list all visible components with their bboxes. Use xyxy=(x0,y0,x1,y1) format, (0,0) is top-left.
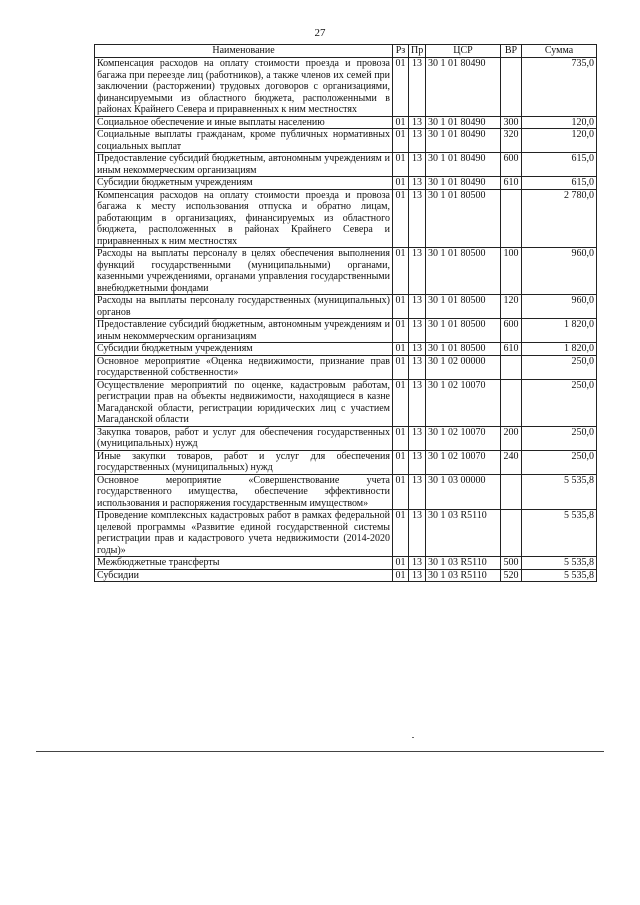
row-vr: 610 xyxy=(501,177,522,190)
row-sum: 120,0 xyxy=(522,116,597,129)
table-row xyxy=(95,248,597,295)
row-csr: 30 1 03 R5110 xyxy=(426,510,501,557)
row-pr: 13 xyxy=(409,177,426,190)
row-name: Расходы на выплаты персоналу государственных (муниципальных) органов xyxy=(95,295,393,319)
page-divider-line xyxy=(36,751,604,752)
row-sum: 1 820,0 xyxy=(522,319,597,343)
row-sum: 250,0 xyxy=(522,426,597,450)
row-rz: 01 xyxy=(393,58,409,117)
row-sum: 735,0 xyxy=(522,58,597,117)
row-name: Компенсация расходов на оплату стоимости проезда и провоза багажа к месту использования отпуска и обратно лицам, работающим в организациях, финансируемых из областного бюджета, расположенных в районах Крайнего Севера и приравненных к ним местностях xyxy=(95,189,393,248)
row-csr: 30 1 01 80500 xyxy=(426,295,501,319)
row-sum: 615,0 xyxy=(522,153,597,177)
table-row xyxy=(95,510,597,557)
row-name: Субсидии бюджетным учреждениям xyxy=(95,177,393,190)
row-rz: 01 xyxy=(393,343,409,356)
row-sum: 120,0 xyxy=(522,129,597,153)
table-row xyxy=(95,129,597,153)
row-pr: 13 xyxy=(409,510,426,557)
table-header-row xyxy=(95,45,597,58)
row-rz: 01 xyxy=(393,426,409,450)
row-name: Закупка товаров, работ и услуг для обеспечения государственных (муниципальных) нужд xyxy=(95,426,393,450)
table-row xyxy=(95,379,597,426)
row-csr: 30 1 03 00000 xyxy=(426,474,501,510)
table-row xyxy=(95,295,597,319)
row-name: Компенсация расходов на оплату стоимости проезда и провоза багажа при переезде лиц (работников), а также членов их семей при заключении (расторжении) трудовых договоров с организациями, финансируемыми из областного бюджета, расположенными в районах Крайнего Севера и приравненных к ним местностях xyxy=(95,58,393,117)
row-rz: 01 xyxy=(393,295,409,319)
row-pr: 13 xyxy=(409,343,426,356)
row-name: Основное мероприятие «Оценка недвижимости, признание прав государственной собственности» xyxy=(95,355,393,379)
row-rz: 01 xyxy=(393,189,409,248)
row-rz: 01 xyxy=(393,569,409,582)
row-csr: 30 1 01 80490 xyxy=(426,129,501,153)
budget-table xyxy=(94,44,597,582)
row-vr: 120 xyxy=(501,295,522,319)
row-csr: 30 1 01 80490 xyxy=(426,177,501,190)
row-csr: 30 1 03 R5110 xyxy=(426,569,501,582)
row-name: Иные закупки товаров, работ и услуг для обеспечения государственных (муниципальных) нужд xyxy=(95,450,393,474)
header-pr: Пр xyxy=(409,45,426,58)
row-vr xyxy=(501,474,522,510)
row-rz: 01 xyxy=(393,319,409,343)
row-pr: 13 xyxy=(409,426,426,450)
row-csr: 30 1 02 10070 xyxy=(426,426,501,450)
row-vr xyxy=(501,379,522,426)
row-pr: 13 xyxy=(409,474,426,510)
row-vr xyxy=(501,355,522,379)
row-sum: 5 535,8 xyxy=(522,569,597,582)
row-vr: 610 xyxy=(501,343,522,356)
row-vr: 240 xyxy=(501,450,522,474)
row-sum: 5 535,8 xyxy=(522,510,597,557)
row-vr xyxy=(501,58,522,117)
row-sum: 250,0 xyxy=(522,379,597,426)
row-rz: 01 xyxy=(393,510,409,557)
page-number: 27 xyxy=(314,27,326,39)
table-row xyxy=(95,58,597,117)
row-csr: 30 1 02 10070 xyxy=(426,450,501,474)
row-name: Субсидии бюджетным учреждениям xyxy=(95,343,393,356)
row-csr: 30 1 03 R5110 xyxy=(426,557,501,570)
row-pr: 13 xyxy=(409,129,426,153)
row-vr: 200 xyxy=(501,426,522,450)
row-csr: 30 1 01 80500 xyxy=(426,189,501,248)
row-name: Межбюджетные трансферты xyxy=(95,557,393,570)
row-rz: 01 xyxy=(393,474,409,510)
row-name: Предоставление субсидий бюджетным, автономным учреждениям и иным некоммерческим организациям xyxy=(95,319,393,343)
row-sum: 250,0 xyxy=(522,450,597,474)
row-vr xyxy=(501,189,522,248)
table-row xyxy=(95,557,597,570)
row-pr: 13 xyxy=(409,116,426,129)
row-rz: 01 xyxy=(393,116,409,129)
header-vr: ВР xyxy=(501,45,522,58)
row-sum: 1 820,0 xyxy=(522,343,597,356)
table-row xyxy=(95,177,597,190)
row-name: Социальное обеспечение и иные выплаты населению xyxy=(95,116,393,129)
row-csr: 30 1 01 80490 xyxy=(426,116,501,129)
row-pr: 13 xyxy=(409,295,426,319)
table-row xyxy=(95,319,597,343)
header-csr: ЦСР xyxy=(426,45,501,58)
row-pr: 13 xyxy=(409,557,426,570)
table-row xyxy=(95,343,597,356)
row-vr: 500 xyxy=(501,557,522,570)
scan-speck xyxy=(412,737,414,738)
row-name: Основное мероприятие «Совершенствование учета государственного имущества, обеспечение эффективности использования и распоряжения государственным имуществом» xyxy=(95,474,393,510)
row-vr: 320 xyxy=(501,129,522,153)
row-sum: 960,0 xyxy=(522,248,597,295)
row-pr: 13 xyxy=(409,569,426,582)
row-pr: 13 xyxy=(409,450,426,474)
table-row xyxy=(95,569,597,582)
row-rz: 01 xyxy=(393,355,409,379)
row-csr: 30 1 02 00000 xyxy=(426,355,501,379)
row-rz: 01 xyxy=(393,153,409,177)
row-pr: 13 xyxy=(409,189,426,248)
table-row xyxy=(95,116,597,129)
row-csr: 30 1 01 80490 xyxy=(426,153,501,177)
row-name: Предоставление субсидий бюджетным, автономным учреждениям и иным некоммерческим организациям xyxy=(95,153,393,177)
row-pr: 13 xyxy=(409,355,426,379)
row-rz: 01 xyxy=(393,129,409,153)
row-pr: 13 xyxy=(409,248,426,295)
row-vr xyxy=(501,510,522,557)
row-name: Расходы на выплаты персоналу в целях обеспечения выполнения функций государственными (муниципальными) органами, казенными учреждениями, органами управления государственными внебюджетными фондами xyxy=(95,248,393,295)
row-csr: 30 1 01 80500 xyxy=(426,248,501,295)
row-sum: 960,0 xyxy=(522,295,597,319)
row-csr: 30 1 01 80500 xyxy=(426,319,501,343)
row-pr: 13 xyxy=(409,153,426,177)
row-sum: 615,0 xyxy=(522,177,597,190)
row-vr: 100 xyxy=(501,248,522,295)
row-csr: 30 1 01 80500 xyxy=(426,343,501,356)
row-pr: 13 xyxy=(409,58,426,117)
header-name: Наименование xyxy=(95,45,393,58)
header-sum: Сумма xyxy=(522,45,597,58)
row-name: Осуществление мероприятий по оценке, кадастровым работам, регистрации прав на объекты недвижимости, находящиеся в казне Магаданской области, регистрации юридических лиц с участием Магаданской области xyxy=(95,379,393,426)
row-sum: 5 535,8 xyxy=(522,474,597,510)
row-name: Социальные выплаты гражданам, кроме публичных нормативных социальных выплат xyxy=(95,129,393,153)
table-row xyxy=(95,474,597,510)
row-vr: 300 xyxy=(501,116,522,129)
table-row xyxy=(95,450,597,474)
row-pr: 13 xyxy=(409,379,426,426)
row-vr: 600 xyxy=(501,153,522,177)
row-vr: 600 xyxy=(501,319,522,343)
table-row xyxy=(95,355,597,379)
row-sum: 5 535,8 xyxy=(522,557,597,570)
row-rz: 01 xyxy=(393,557,409,570)
row-name: Проведение комплексных кадастровых работ в рамках федеральной целевой программы «Развитие единой государственной системы регистрации прав и кадастрового учета недвижимости (2014-2020 годы)» xyxy=(95,510,393,557)
table-row xyxy=(95,189,597,248)
row-sum: 250,0 xyxy=(522,355,597,379)
row-csr: 30 1 02 10070 xyxy=(426,379,501,426)
row-sum: 2 780,0 xyxy=(522,189,597,248)
table-row xyxy=(95,426,597,450)
row-name: Субсидии xyxy=(95,569,393,582)
row-rz: 01 xyxy=(393,177,409,190)
row-rz: 01 xyxy=(393,450,409,474)
row-rz: 01 xyxy=(393,379,409,426)
row-vr: 520 xyxy=(501,569,522,582)
table-row xyxy=(95,153,597,177)
header-rz: Рз xyxy=(393,45,409,58)
row-rz: 01 xyxy=(393,248,409,295)
row-pr: 13 xyxy=(409,319,426,343)
row-csr: 30 1 01 80490 xyxy=(426,58,501,117)
